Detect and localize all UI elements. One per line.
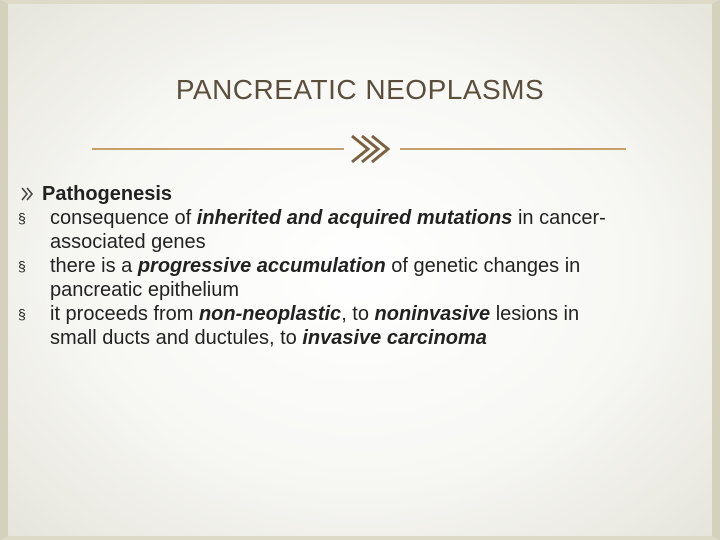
slide-body [20, 182, 700, 350]
body-text: of genetic changes in pancreatic epithelium [50, 255, 581, 301]
body-text: it proceeds from [50, 303, 199, 325]
bullet-marker: § [18, 210, 26, 226]
emphasis-text: inherited and acquired mutations [196, 207, 513, 229]
section-heading: Pathogenesis [42, 183, 173, 205]
bullet-text [50, 254, 630, 302]
bullet-item [20, 254, 700, 302]
bullet-item [20, 302, 700, 350]
slide-title: PANCREATIC NEOPLASMS [175, 74, 545, 105]
divider-line-right [400, 148, 626, 150]
bullet-text [50, 206, 630, 254]
bullet-marker: § [18, 258, 26, 274]
bullet-text [50, 302, 630, 350]
emphasis-text: invasive carcinoma [302, 327, 487, 349]
bullet-list [20, 206, 700, 350]
divider-line-left [92, 148, 344, 150]
bullet-item [20, 206, 700, 254]
emphasis-text: noninvasive [374, 303, 491, 325]
body-text: lesions in small ducts and ductules, to [50, 303, 580, 349]
bullet-marker: § [18, 306, 26, 322]
emphasis-text: non-neoplastic [198, 303, 342, 325]
heading-row [20, 182, 700, 206]
body-text: in cancer-associated genes [50, 207, 606, 253]
body-text: , to [341, 303, 375, 325]
emphasis-text: progressive accumulation [137, 255, 386, 277]
body-text: consequence of [50, 207, 197, 229]
double-arrow-icon [348, 132, 394, 166]
body-text: there is a [50, 255, 138, 277]
